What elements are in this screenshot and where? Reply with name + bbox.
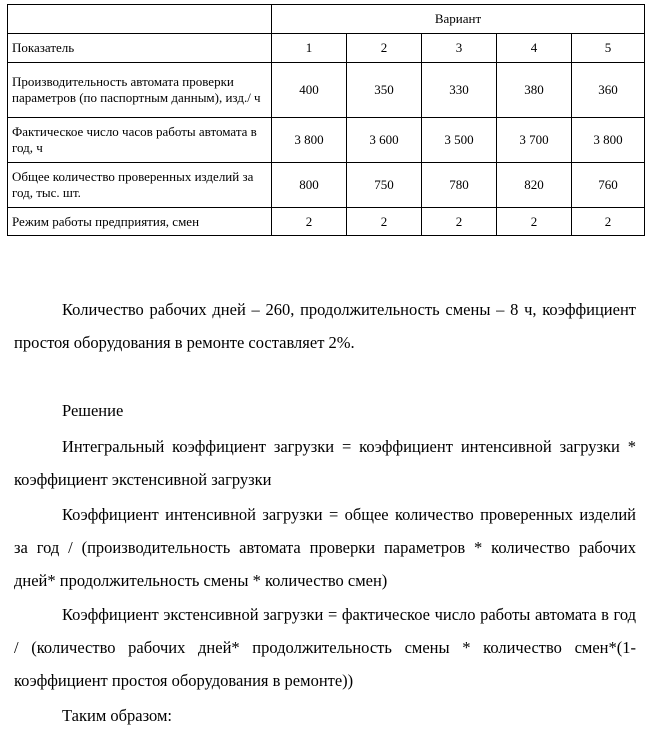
table-header-row: [8, 5, 645, 34]
table-cell: 2: [422, 208, 497, 236]
extensive-coefficient-paragraph: Коэффициент экстенсивной загрузки = фактическое число работы автомата в год / (количество рабочих дней* продолжительность смены * количество смен*(1-коэффициент простоя оборудования в ремонте)): [14, 605, 636, 690]
table-cell: 3 600: [347, 118, 422, 163]
table-cell: 2: [572, 208, 645, 236]
table-cell: 3 800: [272, 118, 347, 163]
integral-coefficient-paragraph: Интегральный коэффициент загрузки = коэффициент интенсивной загрузки * коэффициент экстенсивной загрузки: [14, 437, 636, 489]
intensive-coefficient-paragraph: Коэффициент интенсивной загрузки = общее количество проверенных изделий за год / (производительность автомата проверки параметров * количество рабочих дней* продолжительность смены * количество смен): [14, 505, 636, 590]
table-corner-cell: [8, 5, 272, 34]
variants-table: [7, 4, 645, 236]
variant-group-header: Вариант: [272, 5, 645, 34]
variant-number: 1: [272, 34, 347, 63]
table-row: [8, 118, 645, 163]
variant-number: 3: [422, 34, 497, 63]
table-cell: 800: [272, 163, 347, 208]
table-cell: 2: [497, 208, 572, 236]
table-cell: 2: [347, 208, 422, 236]
table-cell: 750: [347, 163, 422, 208]
row-label: Общее количество проверенных изделий за год, тыс. шт.: [8, 163, 272, 208]
row-label: Производительность автомата проверки параметров (по паспортным данным), изд./ ч: [8, 63, 272, 118]
row-label: Режим работы предприятия, смен: [8, 208, 272, 236]
table-cell: 820: [497, 163, 572, 208]
table-cell: 760: [572, 163, 645, 208]
table-cell: 3 700: [497, 118, 572, 163]
variant-number: 4: [497, 34, 572, 63]
table-cell: 2: [272, 208, 347, 236]
table-row: [8, 63, 645, 118]
row-label: Фактическое число часов работы автомата в год, ч: [8, 118, 272, 163]
table-index-row: [8, 34, 645, 63]
conditions-paragraph: Количество рабочих дней – 260, продолжительность смены – 8 ч, коэффициент простоя оборудования в ремонте составляет 2%.: [14, 300, 636, 352]
table-cell: 3 500: [422, 118, 497, 163]
variant-number: 5: [572, 34, 645, 63]
table-cell: 3 800: [572, 118, 645, 163]
table-row: [8, 208, 645, 236]
table-cell: 380: [497, 63, 572, 118]
indicator-header: Показатель: [8, 34, 272, 63]
table-cell: 400: [272, 63, 347, 118]
table-row: [8, 163, 645, 208]
table-cell: 780: [422, 163, 497, 208]
table-cell: 330: [422, 63, 497, 118]
conclusion-paragraph: Таким образом:: [62, 706, 173, 725]
table-cell: 350: [347, 63, 422, 118]
solution-heading: Решение: [62, 401, 124, 420]
table-cell: 360: [572, 63, 645, 118]
variant-number: 2: [347, 34, 422, 63]
